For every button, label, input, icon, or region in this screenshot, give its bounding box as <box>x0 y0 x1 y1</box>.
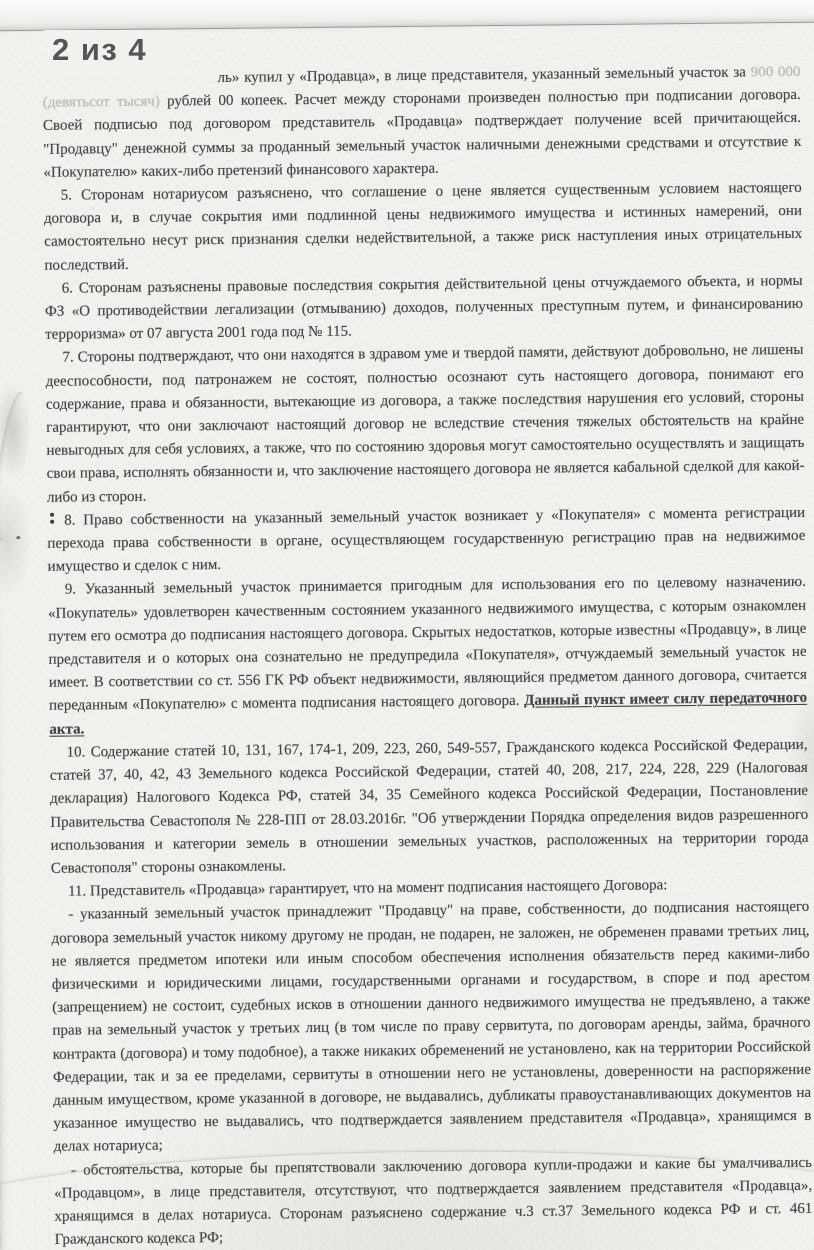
document-body <box>0 23 814 1250</box>
segment-bold-underline: Данный пункт имеет силу передаточного акта. <box>49 690 808 738</box>
segment-text: ль» купил у «Продавца», в лице представителя, указанный земельный участок за <box>217 64 751 86</box>
segment-text: - обстоятельства, которые бы препятствовали заключению договора купли-продажи и какие бы умалчивались «Продавцом», в лице представителя, отсутствуют, что подтверждается заявлением представителя «Продавца», хранящимся в делах нотариуса. Сторонам разъяснено содержание ч.3 ст.37 Земельного кодекса РФ и ст. 461 Гражданского кодекса РФ; <box>54 1154 813 1248</box>
segment-text: 8. Право собственности на указанный земельный участок возникает у «Покупателя» с момента регистрации перехода права собственности в органе, осуществляющем государственную регистрацию прав на недвижимое имущество и сделок с ним. <box>47 504 806 576</box>
segment-text: 10. Содержание статей 10, 131, 167, 174-1, 209, 223, 260, 549-557, Гражданского кодекса Российской Федерации, статей 37, 40, 42, 43 Земельного кодекса Российской Федерации, статей 40, 208, 217, 224, 228, 229 (Налоговая декларация) Налогового Кодекса РФ, статей 34, 35 Семейного кодекса Российской Федерации, Постановление Правительства Севастополя № 228-ПП от 28.03.2016г. "Об утверждении Порядка определения видов разрешенного использования и категории земель в отношении земельных участков, расположенных на территории города Севастополя" стороны ознакомлены. <box>49 736 809 877</box>
paragraph-11-item-1 <box>51 896 812 1159</box>
segment-text: 7. Стороны подтверждают, что они находятся в здравом уме и твердой памяти, действуют добровольно, не лишены дееспособности, под патронажем не состоят, полностью осознают суть настоящего договора, понимают его содержание, права и обязанности, вытекающие из договора, а также последствия нарушения его условий, стороны гарантируют, что они заключают настоящий договор не вследствие стечения тяжелых обстоятельств на крайне невыгодных для себя условиях, а также, что по состоянию здоровья могут самостоятельно осуществлять и защищать свои права, исполнять обязанности и, что заключение настоящего договора не является кабальной сделкой для какой-либо из сторон. <box>45 342 805 506</box>
paragraph-10 <box>49 734 808 881</box>
paragraph-8 <box>47 502 806 580</box>
paragraph-5 <box>44 177 803 278</box>
paragraph-4-continuation <box>42 61 801 185</box>
segment-spacer <box>43 81 218 84</box>
segment-text: 11. Представитель «Продавца» гарантирует, что на момент подписания настоящего Договора: <box>67 877 668 900</box>
segment-faded: 900 000 (девятьсот тысяч) <box>42 63 801 112</box>
segment-text: рублей 00 копеек. Расчет между сторонами произведен полностью при подписании договора. Своей подписью под договором представитель «Продавца» подтверждает получение всей причитающейся. "Продавцу" денежной суммы за проданный земельный участок наличными денежными средствами и отсутствие к «Покупателю» каких-либо претензий финансового характера. <box>42 87 802 181</box>
paragraph-6 <box>45 270 804 348</box>
paragraph-7 <box>45 339 805 509</box>
paragraph-9 <box>48 571 808 741</box>
segment-text: 6. Сторонам разъяснены правовые последствия сокрытия действительной цены отчуждаемого объекта, и нормы ФЗ «О противодействии легализации (отмыванию) доходов, полученных преступным путем, и финансированию терроризма» от 07 августа 2001 года под № 115. <box>44 272 804 344</box>
page-number-badge: 2 из 4 <box>44 30 177 76</box>
segment-text: 9. Указанный земельный участок принимается пригодным для использования его по целевому назначению. «Покупатель» удовлетворен качественным состоянием указанного недвижимого имущества, с которым ознакомлен путем его осмотра до подписания настоящего договора. Скрытых недостатков, которые известны «Продавцу», в лице представителя и о которых она сознательно не предупредила «Покупателя», отчуждаемый земельный участок не имеет. В соответствии со ст. 556 ГК РФ объект недвижимости, являющийся предметом данного договора, считается переданным «Покупателю» с момента подписания настоящего договора. <box>48 574 807 715</box>
ink-speck <box>16 536 20 539</box>
segment-text: 5. Сторонам нотариусом разъяснено, что соглашение о цене является существенным условием настоящего договора и, в случае сокрытия ими подлинной цены недвижимого имущества и истинных намерений, они самостоятельно несут риск признания сделки недействительной, а также риск наступления иных отрицательных последствий. <box>43 179 803 274</box>
paper-sheet <box>0 23 814 1250</box>
segment-text: - указанный земельный участок принадлежит "Продавцу" на праве, собственности, до подписания настоящего договора земельный участок никому другому не продан, не подарен, не заложен, не обременен правами третьих лиц, не является предметом ипотеки или иным способом обеспечения исполнения обязательств перед какими-либо физическими и юридическими лицами, государственными органами и государством, в споре и под арестом (запрещением) не состоит, судебных исков в отношении данного недвижимого имущества не предъявлено, а также прав на земельный участок у третьих лиц (в том числе по праву сервитута, по договорам аренды, займа, брачного контракта (договора) и тому подобное), а также никаких обременений не установлено, как на территории Российской Федерации, так и за ее пределами, сервитуты в отношении него не установлены, доверенности на распоряжение данным имуществом, кроме указанной в договоре, не выдавались, дубликаты правоустанавливающих документов на указанное имущество не выдавались, что подтверждается заявлением представителя «Продавца», хранящимся в делах нотариуса; <box>51 899 812 1156</box>
ink-mark <box>50 513 54 517</box>
